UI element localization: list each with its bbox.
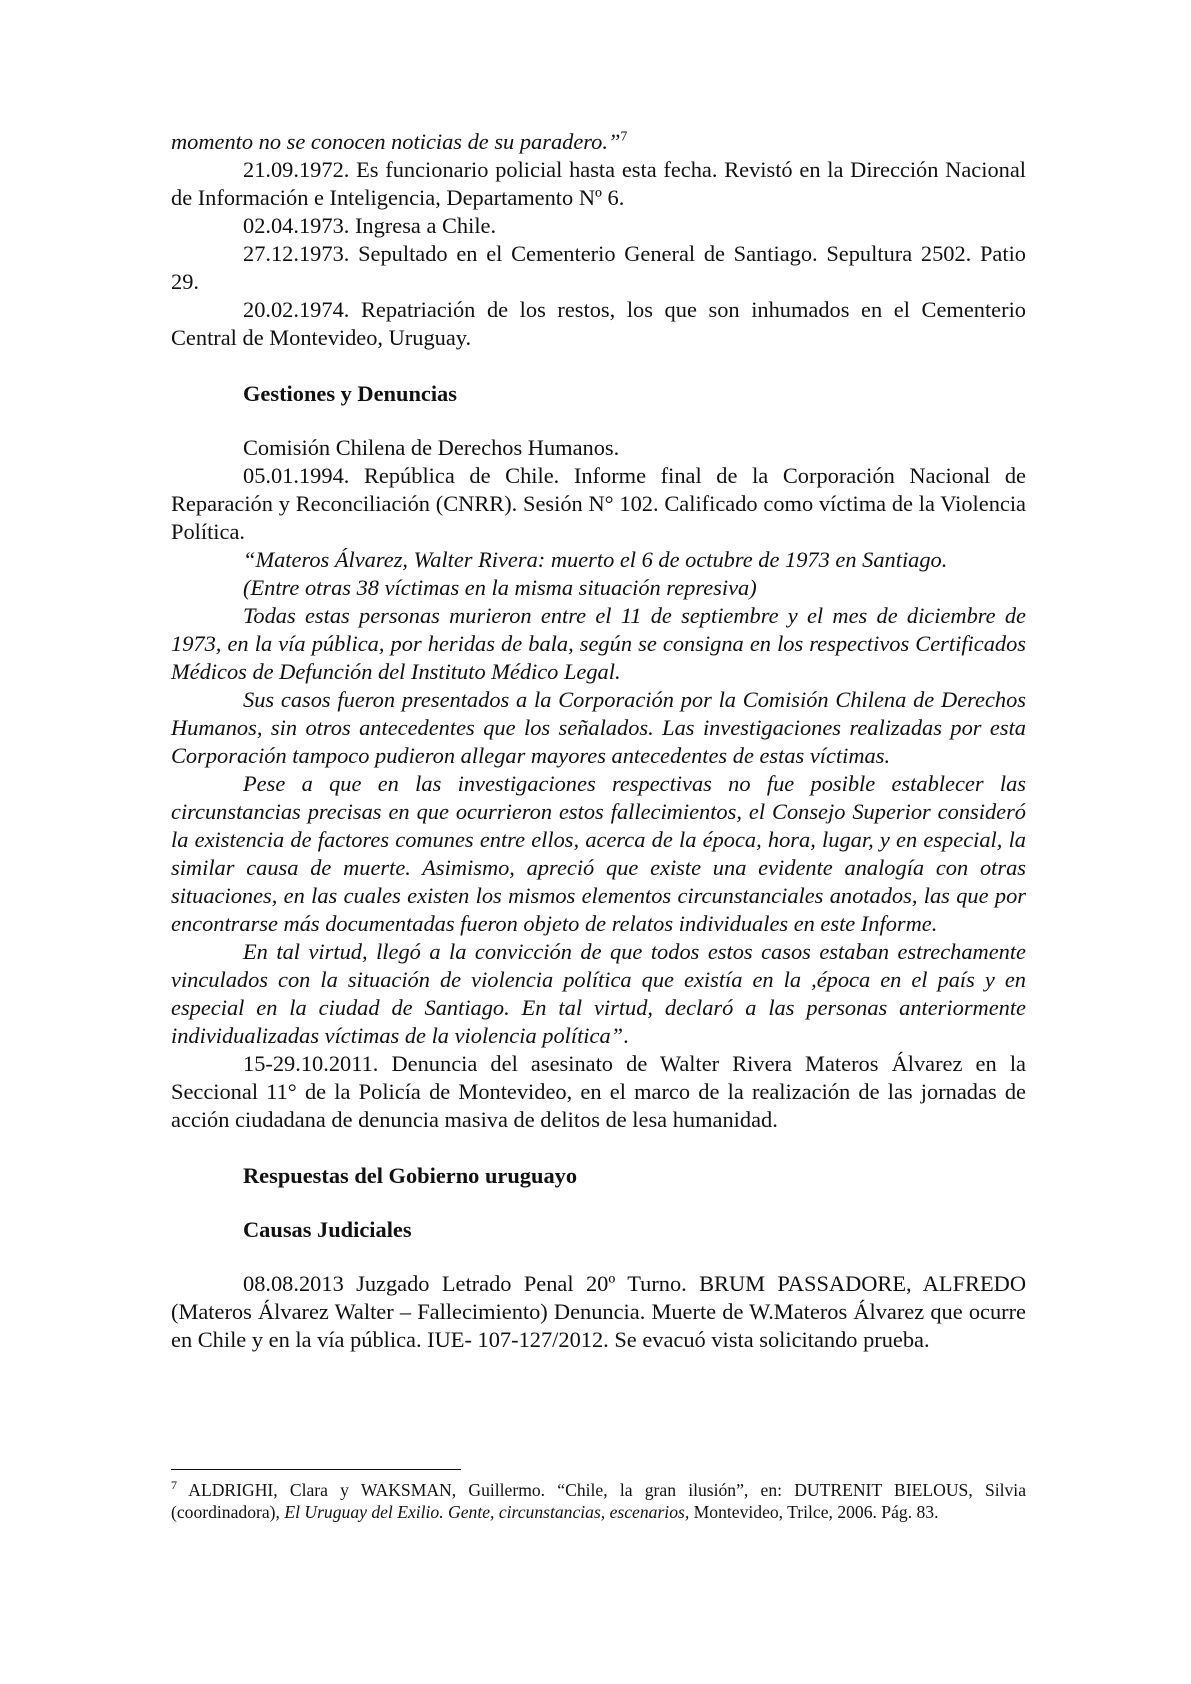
footnote [171, 1479, 1026, 1523]
footnote-text: Montevideo, Trilce, 2006. Pág. 83. [689, 1502, 939, 1522]
cnrr-quote: (Entre otras 38 víctimas en la misma situación represiva) [243, 575, 757, 600]
cnrr-quote: Todas estas personas murieron entre el 11 de septiembre y el mes de diciembre de 1973, en la vía pública, por heridas de bala, según se consigna en los respectivos Certificados Médicos de Defunción del Instituto Médico Legal. [171, 603, 1026, 684]
chronology-entry: 02.04.1973. Ingresa a Chile. [243, 213, 497, 238]
quote-text: momento no se conocen noticias de su paradero.” [171, 129, 621, 154]
cnrr-quote-final [171, 938, 1026, 1050]
gestiones-paragraph: Comisión Chilena de Derechos Humanos. [243, 435, 620, 460]
section-heading-respuestas: Respuestas del Gobierno uruguayo [243, 1163, 578, 1188]
footnote-book-title: El Uruguay del Exilio. Gente, circunstancias, escenarios, [284, 1502, 690, 1522]
cnrr-quote: Sus casos fueron presentados a la Corporación por la Comisión Chilena de Derechos Humanos, sin otros antecedentes que los señalados. Las investigaciones realizadas por esta Corporación tampoco pudieron allegar mayores antecedentes de estas víctimas. [171, 687, 1026, 768]
footnote-ref: 7 [620, 129, 628, 145]
chronology-entry: 20.02.1974. Repatriación de los restos, los que son inhumados en el Cementerio Central de Montevideo, Uruguay. [171, 297, 1026, 350]
chronology-entry: 27.12.1973. Sepultado en el Cementerio General de Santiago. Sepultura 2502. Patio 29. [171, 241, 1026, 294]
period: . [623, 1023, 629, 1048]
gestiones-paragraph: 05.01.1994. República de Chile. Informe final de la Corporación Nacional de Reparación y Reconciliación (CNRR). Sesión N° 102. Calificado como víctima de la Violencia Política. [171, 463, 1026, 544]
cnrr-quote: Pese a que en las investigaciones respectivas no fue posible establecer las circunstancias precisas en que ocurrieron estos fallecimientos, el Consejo Superior consideró la existencia de factores comunes entre ellos, acerca de la época, hora, lugar, y en especial, la similar causa de muerte. Asimismo, apreció que existe una evidente analogía con otras situaciones, en las cuales existen los mismos elementos circunstanciales anotados, las que por encontrarse más documentadas fueron objeto de relatos individuales en este Informe. [171, 771, 1026, 936]
footnote-separator [171, 1469, 461, 1470]
causas-paragraph: 08.08.2013 Juzgado Letrado Penal 20º Turno. BRUM PASSADORE, ALFREDO (Materos Álvarez Walter – Fallecimiento) Denuncia. Muerte de W.Materos Álvarez que ocurre en Chile y en la vía pública. IUE- 107-127/2012. Se evacuó vista solicitando prueba. [171, 1271, 1026, 1352]
footnote-text: ALDRIGHI, Clara y WAKSMAN, Guillermo. “Chile, la gran ilusión”, en: DUTRENIT BIELOUS, Silvia (coordinadora), [171, 1480, 1026, 1522]
section-heading-causas: Causas Judiciales [243, 1217, 412, 1242]
footnote-number: 7 [171, 1478, 177, 1493]
quote-continuation [171, 128, 1026, 156]
section-heading-gestiones: Gestiones y Denuncias [243, 381, 457, 406]
cnrr-quote: “Materos Álvarez, Walter Rivera: muerto el 6 de octubre de 1973 en Santiago. [243, 547, 948, 572]
cnrr-quote-text: En tal virtud, llegó a la convicción de que todos estos casos estaban estrechamente vinculados con la situación de violencia política que existía en la ,época en el país y en especial en la ciudad de Santiago. En tal virtud, declaró a las personas anteriormente individualizadas víctimas de la violencia política” [171, 939, 1026, 1048]
gestiones-paragraph: 15-29.10.2011. Denuncia del asesinato de Walter Rivera Materos Álvarez en la Seccional 11° de la Policía de Montevideo, en el marco de la realización de las jornadas de acción ciudadana de denuncia masiva de delitos de lesa humanidad. [171, 1051, 1026, 1132]
document-body [171, 128, 1026, 1354]
chronology-entry: 21.09.1972. Es funcionario policial hasta esta fecha. Revistó en la Dirección Nacional de Información e Inteligencia, Departamento Nº 6. [171, 157, 1026, 210]
